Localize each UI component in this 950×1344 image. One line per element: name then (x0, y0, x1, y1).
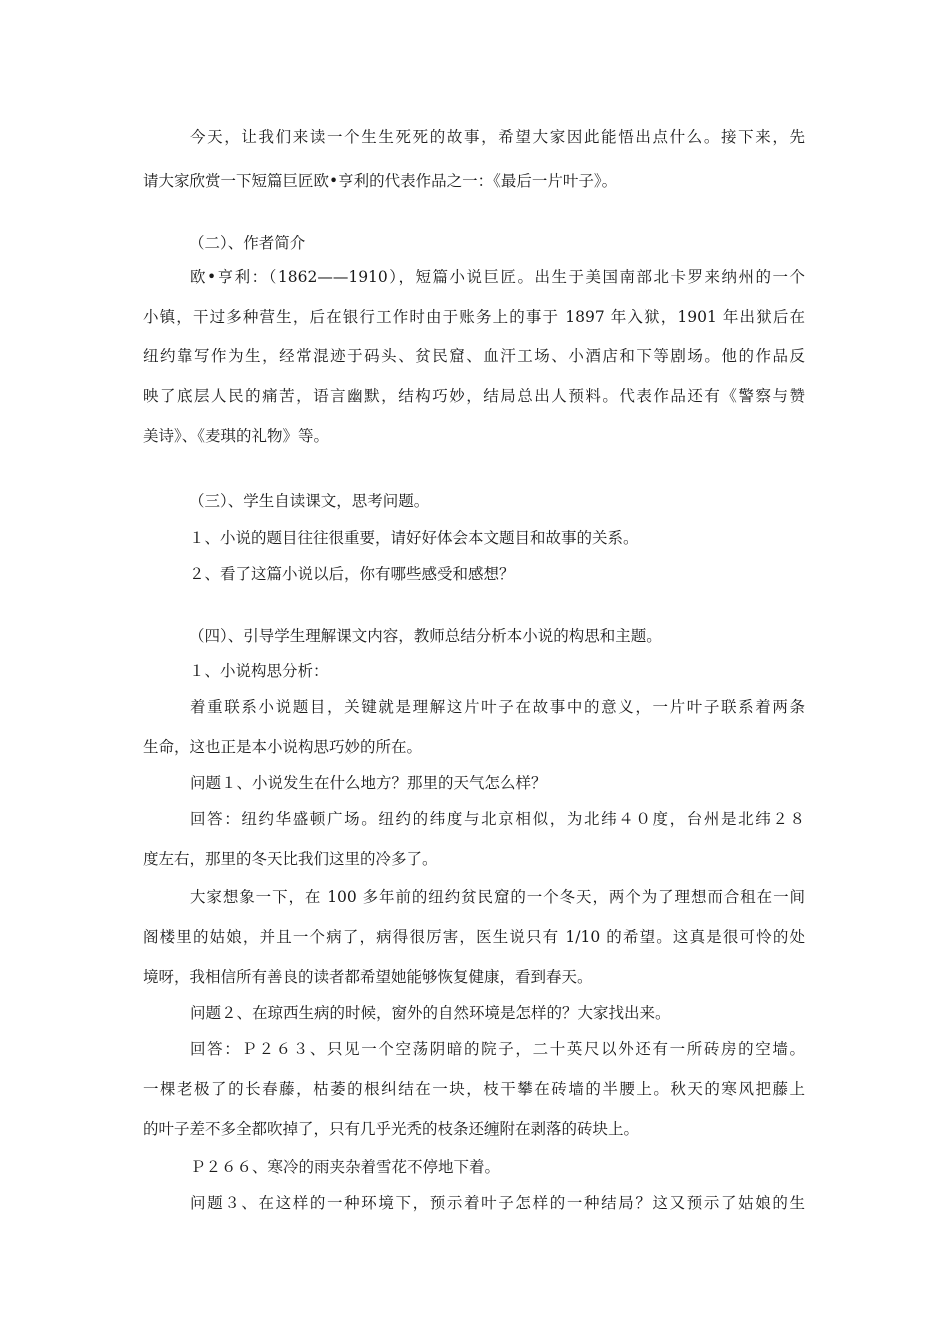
paragraph-line: 小镇，干过多种营生，后在银行工作时由于账务上的事于 1897 年入狱，1901 年出狱后在 (143, 308, 805, 326)
answer-line: 度左右，那里的冬天比我们这里的冷多了。 (143, 850, 438, 868)
answer-line: Ｐ２６６、寒冷的雨夹杂着雪花不停地下着。 (190, 1158, 501, 1176)
paragraph-line: 境呀，我相信所有善良的读者都希望她能够恢复健康，看到春天。 (143, 968, 593, 986)
answer-line: 回答：Ｐ２６３、只见一个空荡阴暗的院子，二十英尺以外还有一所砖房的空墙。 (190, 1040, 805, 1058)
answer-line: 一棵老极了的长春藤，枯萎的根纠结在一块，枝干攀在砖墙的半腰上。秋天的寒风把藤上 (143, 1080, 805, 1098)
section-heading: （二）、作者简介 (189, 234, 306, 252)
question-line: 问题３、在这样的一种环境下，预示着叶子怎样的一种结局？这又预示了姑娘的生 (190, 1194, 805, 1212)
question-item: １、小说的题目往往很重要，请好好体会本文题目和故事的关系。 (189, 529, 639, 547)
answer-line: 的叶子差不多全都吹掉了，只有几乎光秃的枝条还缠附在剥落的砖块上。 (143, 1120, 640, 1138)
paragraph-line: 生命，这也正是本小说构思巧妙的所在。 (143, 738, 423, 756)
question-line: 问题２、在琼西生病的时候，窗外的自然环境是怎样的？大家找出来。 (190, 1004, 671, 1022)
paragraph-line: 美诗》、《麦琪的礼物》等。 (143, 427, 330, 445)
question-item: ２、看了这篇小说以后，你有哪些感受和感想？ (189, 565, 515, 583)
section-heading: （四）、引导学生理解课文内容，教师总结分析本小说的构思和主题。 (189, 627, 662, 645)
paragraph-line: 着重联系小说题目，关键就是理解这片叶子在故事中的意义，一片叶子联系着两条 (190, 698, 805, 716)
paragraph-line: 映了底层人民的痛苦，语言幽默，结构巧妙，结局总出人预料。代表作品还有《警察与赞 (143, 387, 805, 405)
section-heading: （三）、学生自读课文，思考问题。 (189, 492, 430, 510)
answer-line: 回答：纽约华盛顿广场。纽约的纬度与北京相似，为北纬４０度，台州是北纬２８ (190, 810, 805, 828)
paragraph-line: 请大家欣赏一下短篇巨匠欧•亨利的代表作品之一：《最后一片叶子》。 (143, 172, 618, 190)
question-line: 问题１、小说发生在什么地方？那里的天气怎么样？ (190, 774, 547, 792)
paragraph-line: 欧•亨利：（1862——1910），短篇小说巨匠。出生于美国南部北卡罗来纳州的一个 (190, 268, 805, 286)
paragraph-line: 大家想象一下，在 100 多年前的纽约贫民窟的一个冬天，两个为了理想而合租在一间 (190, 888, 805, 906)
paragraph-line: 纽约靠写作为生，经常混迹于码头、贫民窟、血汗工场、小酒店和下等剧场。他的作品反 (143, 347, 805, 365)
paragraph-line: 今天，让我们来读一个生生死死的故事，希望大家因此能悟出点什么。接下来，先 (190, 128, 805, 146)
paragraph-line: 阁楼里的姑娘，并且一个病了，病得很厉害，医生说只有 1/10 的希望。这真是很可怜的处 (143, 928, 805, 946)
subsection-heading: １、小说构思分析： (189, 662, 329, 680)
